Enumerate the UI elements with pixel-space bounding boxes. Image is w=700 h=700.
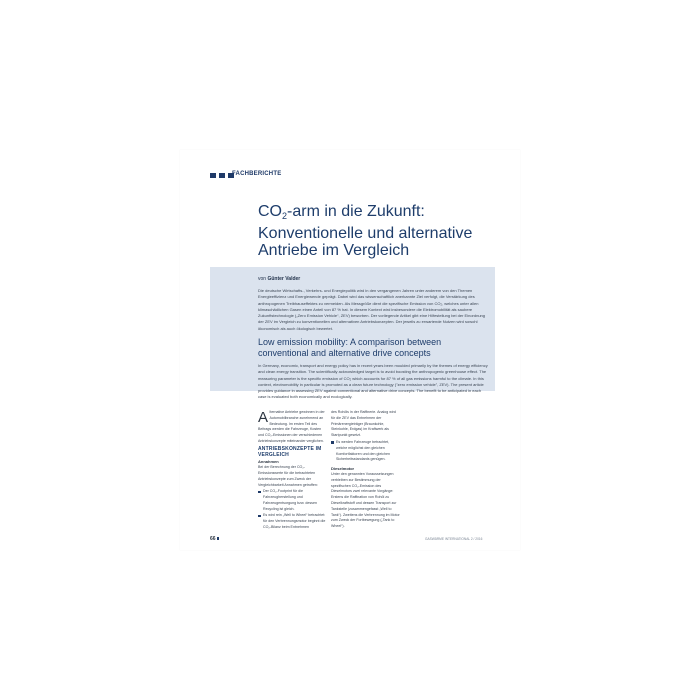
- title-line3: Antriebe im Vergleich: [258, 242, 410, 259]
- section-marker-squares: [210, 173, 234, 178]
- bullet-item: Der CO₂-Footprint für die Fahrzeugherstellung und Fahrzeugentsorgung bzw. dessen Recycling ist gleich.: [258, 489, 328, 512]
- section-tag: FACHBERICHTE: [232, 171, 282, 177]
- body-paragraph: des Rohöls in der Raffinerie. Analog wird für die ZEV das Entnehmen der Primärenergieträger (Braunkohle, Steinkohle, Erdgas) im Kraftwerk als Startpunkt gesetzt.: [331, 410, 396, 438]
- title-prefix: CO: [258, 203, 282, 220]
- body-paragraph: Unter den genannten Voraussetzungen verbleiben zur Bestimmung der spezifischen CO₂-Emission des Dieselmotors zwei relevante Vorgänge: Erstens die Raffination von Rohöl zu Dieselkraftstoff und dessen Transport zur Tankstelle (zusammengefasst „Well to Tank“). Zweitens die Verbrennung im Motor zum Zweck der Fortbewegung („Tank to Wheel“).: [331, 471, 400, 529]
- section-heading: ANTRIEBSKONZEPTE IM VERGLEICH: [258, 445, 322, 458]
- title-subscript: 2: [282, 211, 288, 221]
- title-line1-suffix: -arm in die Zukunft:: [287, 203, 425, 220]
- bullet-item: Es werden Fahrzeuge betrachtet, welche möglichst den gleichen Komfortfaktoren und den gleichen Sicherheitsstandards genügen.: [331, 440, 401, 463]
- english-title: Low emission mobility: A comparison between conventional and alternative drive concepts: [258, 337, 442, 358]
- abstract-english: In Germany, economic, transport and energy policy has in recent years been moulded primarily by the themes of energy efficiency and clean energy transition. The scientifically acknowledged target is to avoid boosting the anthropogenic greenhouse effect. The measuring parameter is the specific emission of CO₂ which accounts for 87 % of all gas emissions harmful to the climate. In this context, electromobility in particular is promoted as a clean future technology ("zero emission vehicle", ZEV). The present article provides guidance in assessing ZEV against conventional and alternative drive concepts. The benefit to be anticipated in each case is evaluated both economically and ecologically.: [258, 363, 488, 400]
- author-prefix: von: [258, 276, 267, 282]
- bullet-list: [258, 489, 328, 530]
- title-line2: Konventionelle und alternative: [258, 225, 473, 242]
- abstract-german: Die deutsche Wirtschafts-, Verkehrs- und Energiepolitik wird in den vergangenen Jahren unter anderem von den Themen Energieeffizienz und Energiewende geprägt. Dabei wird das wissenschaftlich anerkannte Ziel verfolgt, die Verstärkung des anthropogenen Treibhauseffektes zu vermeiden. Als Messgröße dient die spezifische Emission von CO₂, welches unter allen klimaschädlichen Gasen einen Anteil von 87 % hat. In diesem Kontext wird insbesondere die Elektromobilität als saubere Zukunftstechnologie („Zero Emission Vehicle“, ZEV) beworben. Der vorliegende Artikel gibt eine Hilfestellung bei der Einordnung der ZEV im Vergleich zu konventionellen und alternativen Antriebskonzepten. Der jeweils zu erwartende Nutzen wird sowohl ökonomisch als auch ökologisch bewertet.: [258, 288, 486, 331]
- marker-square: [210, 173, 216, 178]
- author-line: [258, 276, 300, 282]
- intro-paragraph: [258, 410, 328, 445]
- body-column-1: [258, 410, 328, 531]
- article-title: [258, 203, 498, 259]
- page-number-text: 66: [210, 536, 216, 542]
- body-paragraph: Bei der Berechnung der CO₂-Emissionswerte für die betrachteten Antriebskonzepte zum Zweck der Vergleichbarkeit Annahmen getroffen:: [258, 465, 318, 487]
- page-number: [210, 536, 219, 542]
- intro-text: lternative Antriebe gewinnen in der Automobilbranche zunehmend an Bedeutung. Im ersten Teil des Beitrags werden die Fahrzeuge, Kosten und CO₂-Emissionen der verschiedenen Antriebskonzepte miteinander verglichen.: [258, 410, 325, 443]
- body-column-2: [331, 410, 401, 531]
- dropcap: A: [258, 409, 269, 426]
- subheading-annahmen: Annahmen: [258, 459, 279, 465]
- bullet-item: Es wird rein „Well to Wheel“ betrachtet: für den Verbrennungsmotor beginnt die CO₂-Bilanz beim Entnehmen: [258, 513, 328, 530]
- subheading-dieselmotor: Dieselmotor: [331, 466, 355, 472]
- marker-square: [219, 173, 225, 178]
- journal-footer: GASWÄRME INTERNATIONAL 2 / 2016: [425, 537, 483, 541]
- page-number-marker: [217, 537, 220, 540]
- author-name: Günter Valder: [267, 276, 301, 282]
- bullet-list: [331, 440, 401, 463]
